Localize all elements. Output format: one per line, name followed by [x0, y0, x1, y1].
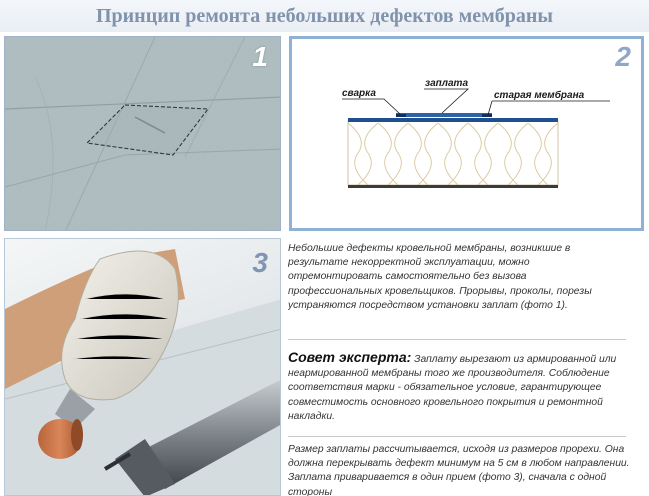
- diagram-cross-section: [289, 36, 644, 231]
- page-title: Принцип ремонта небольших дефектов мембраны: [0, 0, 649, 32]
- expert-advice: [288, 350, 634, 424]
- expert-heading: Совет эксперта:: [288, 349, 412, 365]
- divider: [288, 436, 626, 437]
- photo-welding-patch: [4, 238, 281, 496]
- panel-number-3: 3: [252, 247, 268, 278]
- welding-illustration: [5, 239, 281, 496]
- expert-body: Заплату вырезают из армированной или неармированной мембраны того же производителя. Соблюдение соответствия марки - обязательное условие, гарантирующее совместимость основного кровельного покрытия и ремонтной накладки.: [288, 354, 617, 422]
- photo-membrane-defect: [4, 36, 281, 231]
- label-old-membrane: старая мембрана: [494, 90, 585, 101]
- paragraph-intro: Небольшие дефекты кровельной мембраны, возникшие в результате некорректной эксплуатации, можно отремонтировать самостоятельно без вызова профессиональных кровельщиков. Прорывы, проколы, порезы устраняются посредством установки заплат (фото 1).: [288, 243, 592, 311]
- label-patch: заплата: [425, 78, 469, 89]
- panel-number-1: 1: [252, 41, 268, 72]
- label-weld: сварка: [342, 88, 376, 99]
- paragraph-size: Размер заплаты рассчитывается, исходя из размеров прорехи. Она должна перекрывать дефект минимум на 5 см в любом направлении. Заплата приваривается в один прием (фото 3), сначала с одной стороны: [288, 444, 630, 496]
- description-text: [288, 238, 644, 496]
- divider: [288, 339, 626, 340]
- roof-cross-section-diagram: [292, 39, 641, 228]
- membrane-surface-illustration: [5, 37, 281, 231]
- panel-number-2: 2: [615, 41, 631, 72]
